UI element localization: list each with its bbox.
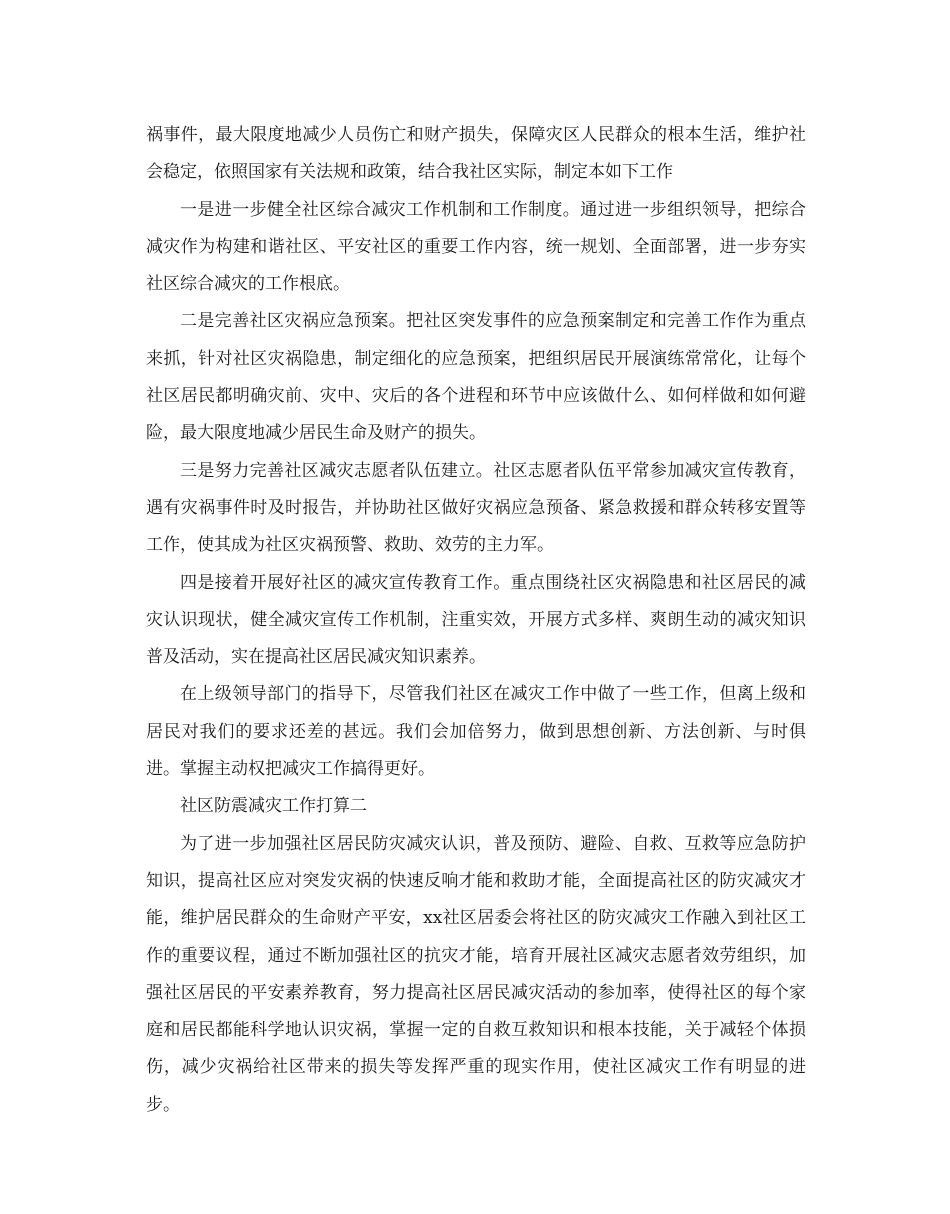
paragraph-2: 一是进一步健全社区综合减灾工作机制和工作制度。通过进一步组织领导，把综合减灾作为构建和谐社区、平安社区的重要工作内容，统一规划、全面部署，进一步夯实社区综合减灾的工作根底。 (146, 199, 806, 295)
paragraph-6: 在上级领导部门的指导下，尽管我们社区在减灾工作中做了一些工作，但离上级和居民对我们的要求还差的甚远。我们会加倍努力，做到思想创新、方法创新、与时俱进。掌握主动权把减灾工作搞得更好。 (146, 684, 806, 780)
paragraph-5: 四是接着开展好社区的减灾宣传教育工作。重点围绕社区灾祸隐患和社区居民的减灾认识现状，健全减灾宣传工作机制，注重实效，开展方式多样、爽朗生动的减灾知识普及活动，实在提高社区居民减灾知识素养。 (146, 572, 806, 668)
document-page (146, 117, 806, 1124)
section-heading: 社区防震减灾工作打算二 (180, 796, 367, 817)
paragraph-1: 祸事件，最大限度地减少人员伤亡和财产损失，保障灾区人民群众的根本生活，维护社会稳定，依照国家有关法规和政策，结合我社区实际，制定本如下工作 (146, 125, 806, 183)
paragraph-7: 为了进一步加强社区居民防灾减灾认识，普及预防、避险、自救、互救等应急防护知识，提高社区应对突发灾祸的快速反响才能和救助才能，全面提高社区的防灾减灾才能，维护居民群众的生命财产平安，xx社区居委会将社区的防灾减灾工作融入到社区工作的重要议程，通过不断加强社区的抗灾才能，培育开展社区减灾志愿者效劳组织，加强社区居民的平安素养教育，努力提高社区居民减灾活动的参加率，使得社区的每个家庭和居民都能科学地认识灾祸，掌握一定的自救互救知识和根本技能，关于减轻个体损伤，减少灾祸给社区带来的损失等发挥严重的现实作用，使社区减灾工作有明显的进步。 (146, 833, 806, 1115)
paragraph-3: 二是完善社区灾祸应急预案。把社区突发事件的应急预案制定和完善工作作为重点来抓，针对社区灾祸隐患，制定细化的应急预案，把组织居民开展演练常常化，让每个社区居民都明确灾前、灾中、灾后的各个进程和环节中应该做什么、如何样做和如何避险，最大限度地减少居民生命及财产的损失。 (146, 311, 806, 444)
paragraph-4: 三是努力完善社区减灾志愿者队伍建立。社区志愿者队伍平常参加减灾宣传教育，遇有灾祸事件时及时报告，并协助社区做好灾祸应急预备、紧急救援和群众转移安置等工作，使其成为社区灾祸预警、救助、效劳的主力军。 (146, 460, 806, 556)
